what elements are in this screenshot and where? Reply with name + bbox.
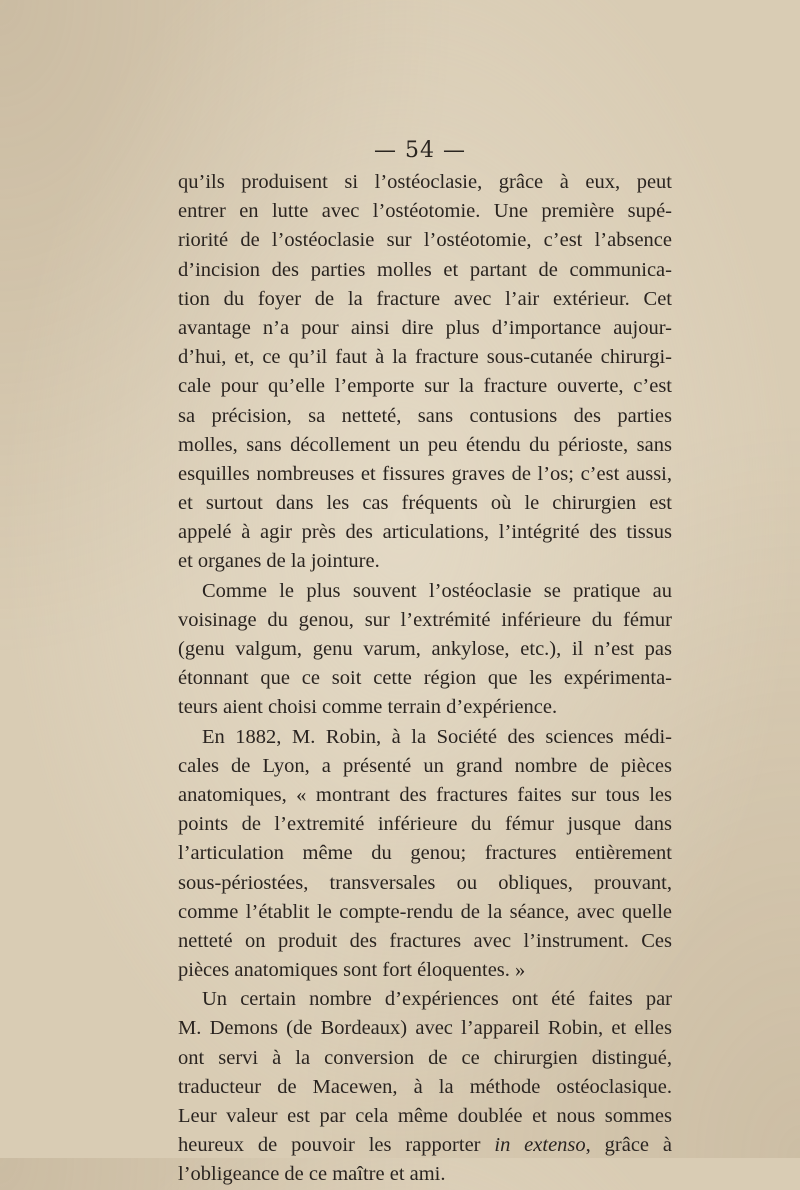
text-line: comme l’établit le compte-rendu de la séance, avec quelle <box>178 900 672 923</box>
text-line: qu’ils produisent si l’ostéoclasie, grâce à eux, peut <box>178 171 672 193</box>
page-number: — 54 — <box>374 138 466 163</box>
text-line: (genu valgum, genu varum, ankylose, etc.), il n’est pas <box>178 638 672 660</box>
text-line: tion du foyer de la fracture avec l’air extérieur. Cet <box>178 287 672 310</box>
text-line: entrer en lutte avec l’ostéotomie. Une première supé- <box>178 200 672 223</box>
text-line: molles, sans décollement un peu étendu du périoste, sans <box>178 433 672 456</box>
text-line: appelé à agir près des articulations, l’intégrité des tissus <box>178 521 672 544</box>
text-line: anatomiques, « montrant des fractures faites sur tous les <box>178 783 672 806</box>
paragraph-start-line: Comme le plus souvent l’ostéoclasie se pratique au <box>202 579 672 602</box>
text-line: voisinage du genou, sur l’extrémité inférieure du fémur <box>178 608 672 631</box>
text-line: teurs aient choisi comme terrain d’expérience. <box>178 696 558 719</box>
text-line: traducteur de Macewen, à la méthode ostéoclasique. <box>178 1075 672 1098</box>
text-line: l’obligeance de ce maître et ami. <box>178 1163 446 1186</box>
text-line: cales de Lyon, a présenté un grand nombre de pièces <box>178 754 672 777</box>
text-line: riorité de l’ostéoclasie sur l’ostéotomie, c’est l’absence <box>178 229 672 252</box>
text-line: d’incision des parties molles et partant de communica- <box>178 258 672 281</box>
text-line: netteté on produit des fractures avec l’instrument. Ces <box>178 929 672 952</box>
text-line: et surtout dans les cas fréquents où le chirurgien est <box>178 492 672 515</box>
text-line: étonnant que ce soit cette région que les expérimenta- <box>178 667 672 690</box>
text-line: M. Demons (de Bordeaux) avec l’appareil Robin, et elles <box>178 1017 672 1040</box>
text-line: esquilles nombreuses et fissures graves de l’os; c’est aussi, <box>178 462 672 485</box>
text-line: ont servi à la conversion de ce chirurgien distingué, <box>178 1046 672 1069</box>
paragraph-start-line: Un certain nombre d’expériences ont été faites par <box>202 988 672 1011</box>
text-line: Leur valeur est par cela même doublée et nous sommes <box>178 1105 672 1127</box>
text-line: sous-périostées, transversales ou obliques, prouvant, <box>178 871 672 894</box>
italic-phrase: in extenso <box>494 1134 586 1157</box>
body-text <box>178 168 672 1190</box>
text-line: points de l’extremité inférieure du fémur jusque dans <box>178 813 672 836</box>
text-line: d’hui, et, ce qu’il faut à la fracture sous-cutanée chirurgi- <box>178 346 672 369</box>
text-line: avantage n’a pour ainsi dire plus d’importance aujour- <box>178 316 672 339</box>
text-segment: , grâce à <box>585 1134 672 1157</box>
text-line: sa précision, sa netteté, sans contusions des parties <box>178 404 672 427</box>
text-line: l’articulation même du genou; fractures entièrement <box>178 842 672 865</box>
text-line-with-italic <box>178 1131 672 1160</box>
text-line: pièces anatomiques sont fort éloquentes. » <box>178 959 526 982</box>
text-segment: heureux de pouvoir les rapporter <box>178 1134 495 1157</box>
text-line: cale pour qu’elle l’emporte sur la fracture ouverte, c’est <box>178 375 672 398</box>
paragraph-start-line: En 1882, M. Robin, à la Société des sciences médi- <box>202 725 672 748</box>
text-line: et organes de la jointure. <box>178 550 380 573</box>
